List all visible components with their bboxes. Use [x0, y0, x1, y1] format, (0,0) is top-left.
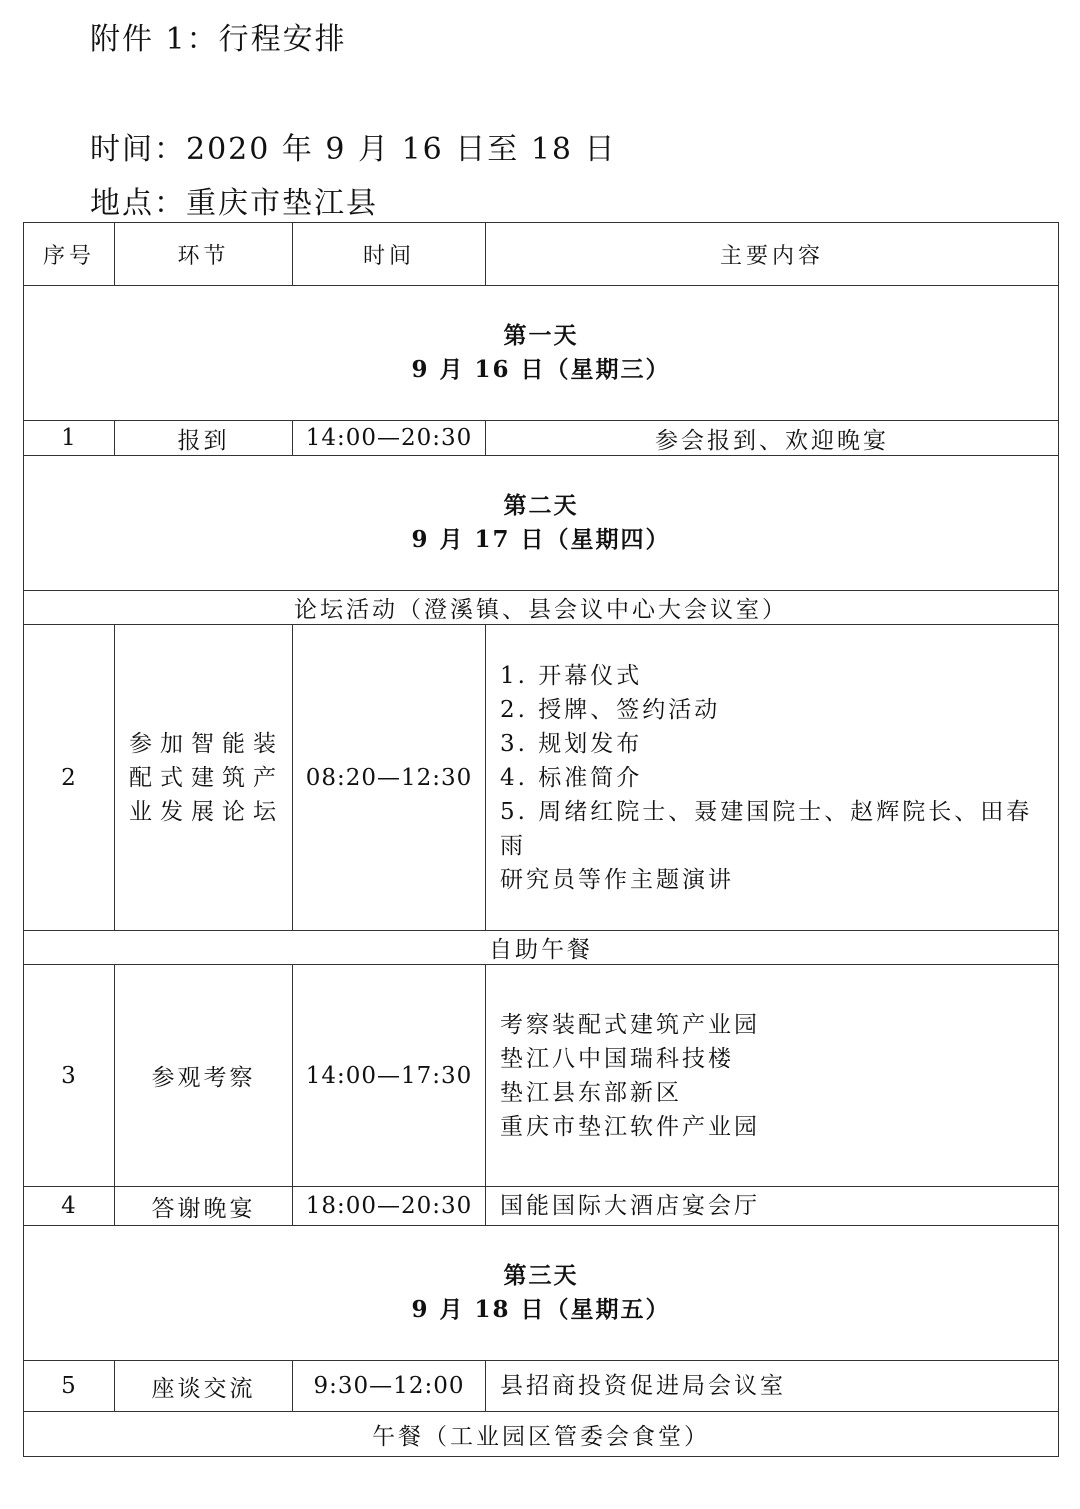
- row2-content-line: 3. 规划发布: [500, 730, 643, 757]
- table-row: [24, 1187, 1059, 1226]
- row2-time: 08:20—12:30: [293, 625, 486, 931]
- day2-cell: [24, 456, 1059, 591]
- day-row: [24, 286, 1059, 421]
- row2-content-line: 1. 开幕仪式: [500, 662, 643, 689]
- day1-date: 9 月 16 日（星期三）: [411, 356, 671, 383]
- event-place: 地点：重庆市垫江县: [90, 186, 378, 221]
- row4-no: 4: [24, 1187, 115, 1226]
- row4-segment: 答谢晚宴: [115, 1187, 293, 1226]
- col-header-content: 主要内容: [486, 223, 1059, 286]
- attachment-title: 附件 1：行程安排: [90, 22, 347, 57]
- day3-title: 第三天: [503, 1262, 579, 1289]
- row3-no: 3: [24, 965, 115, 1187]
- row3-content-line: 垫江八中国瑞科技楼: [500, 1045, 734, 1072]
- row4-time: 18:00—20:30: [293, 1187, 486, 1226]
- section-lunch-2: 午餐（工业园区管委会食堂）: [24, 1412, 1059, 1457]
- row3-content-line: 考察装配式建筑产业园: [500, 1011, 760, 1038]
- row5-segment: 座谈交流: [115, 1361, 293, 1412]
- row2-segment: [115, 625, 293, 931]
- row5-time: 9:30—12:00: [293, 1361, 486, 1412]
- section-row: [24, 591, 1059, 625]
- col-header-time: 时间: [293, 223, 486, 286]
- row2-content-line: 5. 周绪红院士、聂建国院士、赵辉院长、田春雨: [500, 798, 1033, 859]
- row2-segment-line: 参加智能装: [129, 730, 284, 757]
- row2-content: [486, 625, 1059, 931]
- event-time: 时间：2020 年 9 月 16 日至 18 日: [90, 132, 617, 167]
- row2-no: 2: [24, 625, 115, 931]
- row2-content-line: 研究员等作主题演讲: [500, 866, 734, 893]
- row1-segment: 报到: [115, 421, 293, 456]
- day3-cell: [24, 1226, 1059, 1361]
- row4-content: 国能国际大酒店宴会厅: [486, 1187, 1059, 1226]
- schedule-table: [23, 222, 1059, 1457]
- day1-cell: [24, 286, 1059, 421]
- section-forum: 论坛活动（澄溪镇、县会议中心大会议室）: [24, 591, 1059, 625]
- section-row: [24, 1412, 1059, 1457]
- col-header-segment: 环节: [115, 223, 293, 286]
- row3-content: [486, 965, 1059, 1187]
- row2-segment-line: 配式建筑产: [129, 764, 284, 791]
- row1-no: 1: [24, 421, 115, 456]
- day2-date: 9 月 17 日（星期四）: [411, 526, 671, 553]
- row1-content: 参会报到、欢迎晚宴: [486, 421, 1059, 456]
- row3-time: 14:00—17:30: [293, 965, 486, 1187]
- day2-title: 第二天: [503, 492, 579, 519]
- row2-segment-line: 业发展论坛: [129, 798, 284, 825]
- row2-content-line: 4. 标准简介: [500, 764, 643, 791]
- table-row: [24, 625, 1059, 931]
- section-row: [24, 931, 1059, 965]
- day-row: [24, 1226, 1059, 1361]
- row5-content: 县招商投资促进局会议室: [486, 1361, 1059, 1412]
- row1-time: 14:00—20:30: [293, 421, 486, 456]
- col-header-no: 序号: [24, 223, 115, 286]
- day3-date: 9 月 18 日（星期五）: [411, 1296, 671, 1323]
- table-row: [24, 421, 1059, 456]
- table-header-row: [24, 223, 1059, 286]
- section-lunch: 自助午餐: [24, 931, 1059, 965]
- day1-title: 第一天: [503, 322, 579, 349]
- row3-content-line: 重庆市垫江软件产业园: [500, 1113, 760, 1140]
- row3-content-line: 垫江县东部新区: [500, 1079, 682, 1106]
- row5-no: 5: [24, 1361, 115, 1412]
- table-row: [24, 965, 1059, 1187]
- table-row: [24, 1361, 1059, 1412]
- row3-segment: 参观考察: [115, 965, 293, 1187]
- row2-content-line: 2. 授牌、签约活动: [500, 696, 721, 723]
- day-row: [24, 456, 1059, 591]
